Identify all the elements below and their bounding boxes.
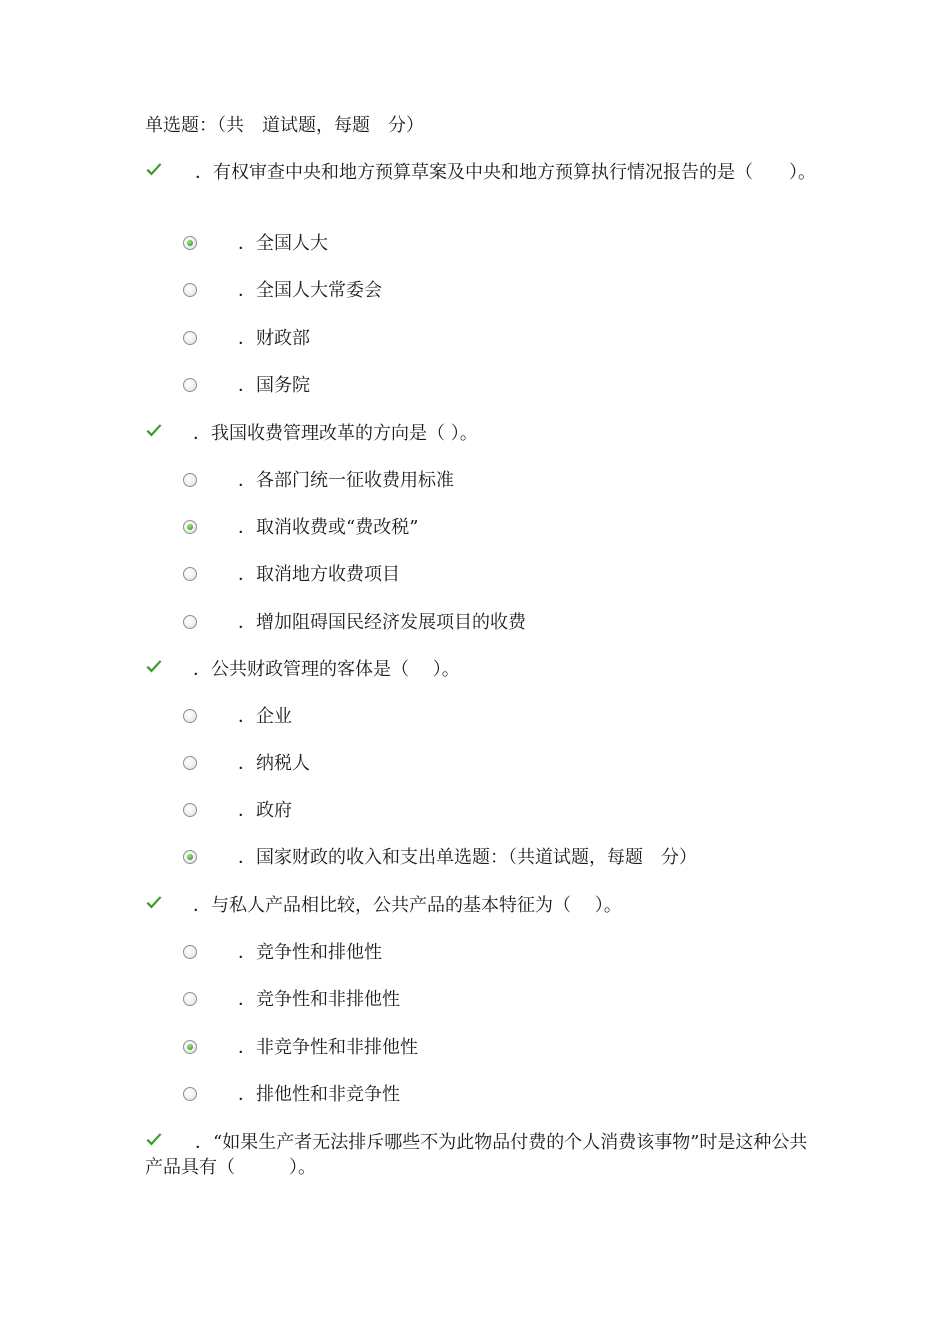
radio-button[interactable] [183, 1087, 197, 1101]
option-label: ．全国人大常委会 [238, 280, 382, 301]
check-mark-icon [145, 162, 163, 178]
option-3c[interactable] [182, 798, 802, 824]
option-label: ．纳税人 [238, 753, 310, 774]
radio-button[interactable] [183, 378, 197, 392]
section-header: 单选题：（共 道试题，每题 分） [145, 115, 424, 136]
option-4a[interactable] [182, 940, 802, 966]
option-label: ．国家财政的收入和支出单选题：（共道试题，每题 分） [238, 847, 697, 868]
question-1 [145, 160, 825, 185]
option-1b[interactable] [182, 278, 802, 304]
option-label: ．排他性和非竞争性 [238, 1084, 400, 1105]
question-2 [145, 421, 825, 446]
check-mark-icon [145, 659, 163, 675]
option-4c[interactable] [182, 1035, 802, 1061]
question-4 [145, 893, 825, 918]
radio-button[interactable] [183, 283, 197, 297]
option-1a[interactable] [182, 231, 802, 257]
radio-button[interactable] [183, 473, 197, 487]
radio-button[interactable] [183, 709, 197, 723]
option-label: ．取消收费或“费改税” [238, 517, 419, 538]
check-mark-icon [145, 895, 163, 911]
option-2c[interactable] [182, 562, 802, 588]
question-text: ．与私人产品相比较，公共产品的基本特征为（ ）。 [193, 895, 622, 916]
question-5 [145, 1130, 825, 1180]
radio-button[interactable] [183, 520, 197, 534]
radio-button[interactable] [183, 567, 197, 581]
option-label: ．各部门统一征收费用标准 [238, 470, 454, 491]
radio-button[interactable] [183, 803, 197, 817]
option-2d[interactable] [182, 610, 802, 636]
option-label: ．政府 [238, 800, 292, 821]
option-3b[interactable] [182, 751, 802, 777]
question-text: ．我国收费管理改革的方向是（ ）。 [193, 423, 478, 444]
option-4d[interactable] [182, 1082, 802, 1108]
check-mark-icon [145, 423, 163, 439]
option-label: ．全国人大 [238, 233, 328, 254]
radio-button[interactable] [183, 850, 197, 864]
question-text: ．“如果生产者无法排斥哪些不为此物品付费的个人消费该事物”时是这种公共产品具有（ ）。 [145, 1132, 808, 1178]
option-label: ．增加阻碍国民经济发展项目的收费 [238, 612, 526, 633]
radio-button[interactable] [183, 331, 197, 345]
option-2a[interactable] [182, 468, 802, 494]
radio-button[interactable] [183, 756, 197, 770]
radio-button[interactable] [183, 1040, 197, 1054]
option-label: ．竞争性和非排他性 [238, 989, 400, 1010]
radio-button[interactable] [183, 992, 197, 1006]
option-1d[interactable] [182, 373, 802, 399]
option-4b[interactable] [182, 987, 802, 1013]
option-label: ．非竞争性和非排他性 [238, 1037, 418, 1058]
question-3 [145, 657, 825, 682]
option-label: ．企业 [238, 706, 292, 727]
option-label: ．取消地方收费项目 [238, 564, 400, 585]
check-mark-icon [145, 1132, 163, 1148]
option-2b[interactable] [182, 515, 802, 541]
option-label: ．国务院 [238, 375, 310, 396]
radio-button[interactable] [183, 615, 197, 629]
option-label: ．竞争性和排他性 [238, 942, 382, 963]
radio-button[interactable] [183, 236, 197, 250]
question-text: ．公共财政管理的客体是（ ）。 [193, 659, 460, 680]
option-3a[interactable] [182, 704, 802, 730]
question-text: ．有权审查中央和地方预算草案及中央和地方预算执行情况报告的是（ ）。 [195, 162, 816, 183]
option-1c[interactable] [182, 326, 802, 352]
radio-button[interactable] [183, 945, 197, 959]
option-label: ．财政部 [238, 328, 310, 349]
option-3d[interactable] [182, 845, 802, 871]
